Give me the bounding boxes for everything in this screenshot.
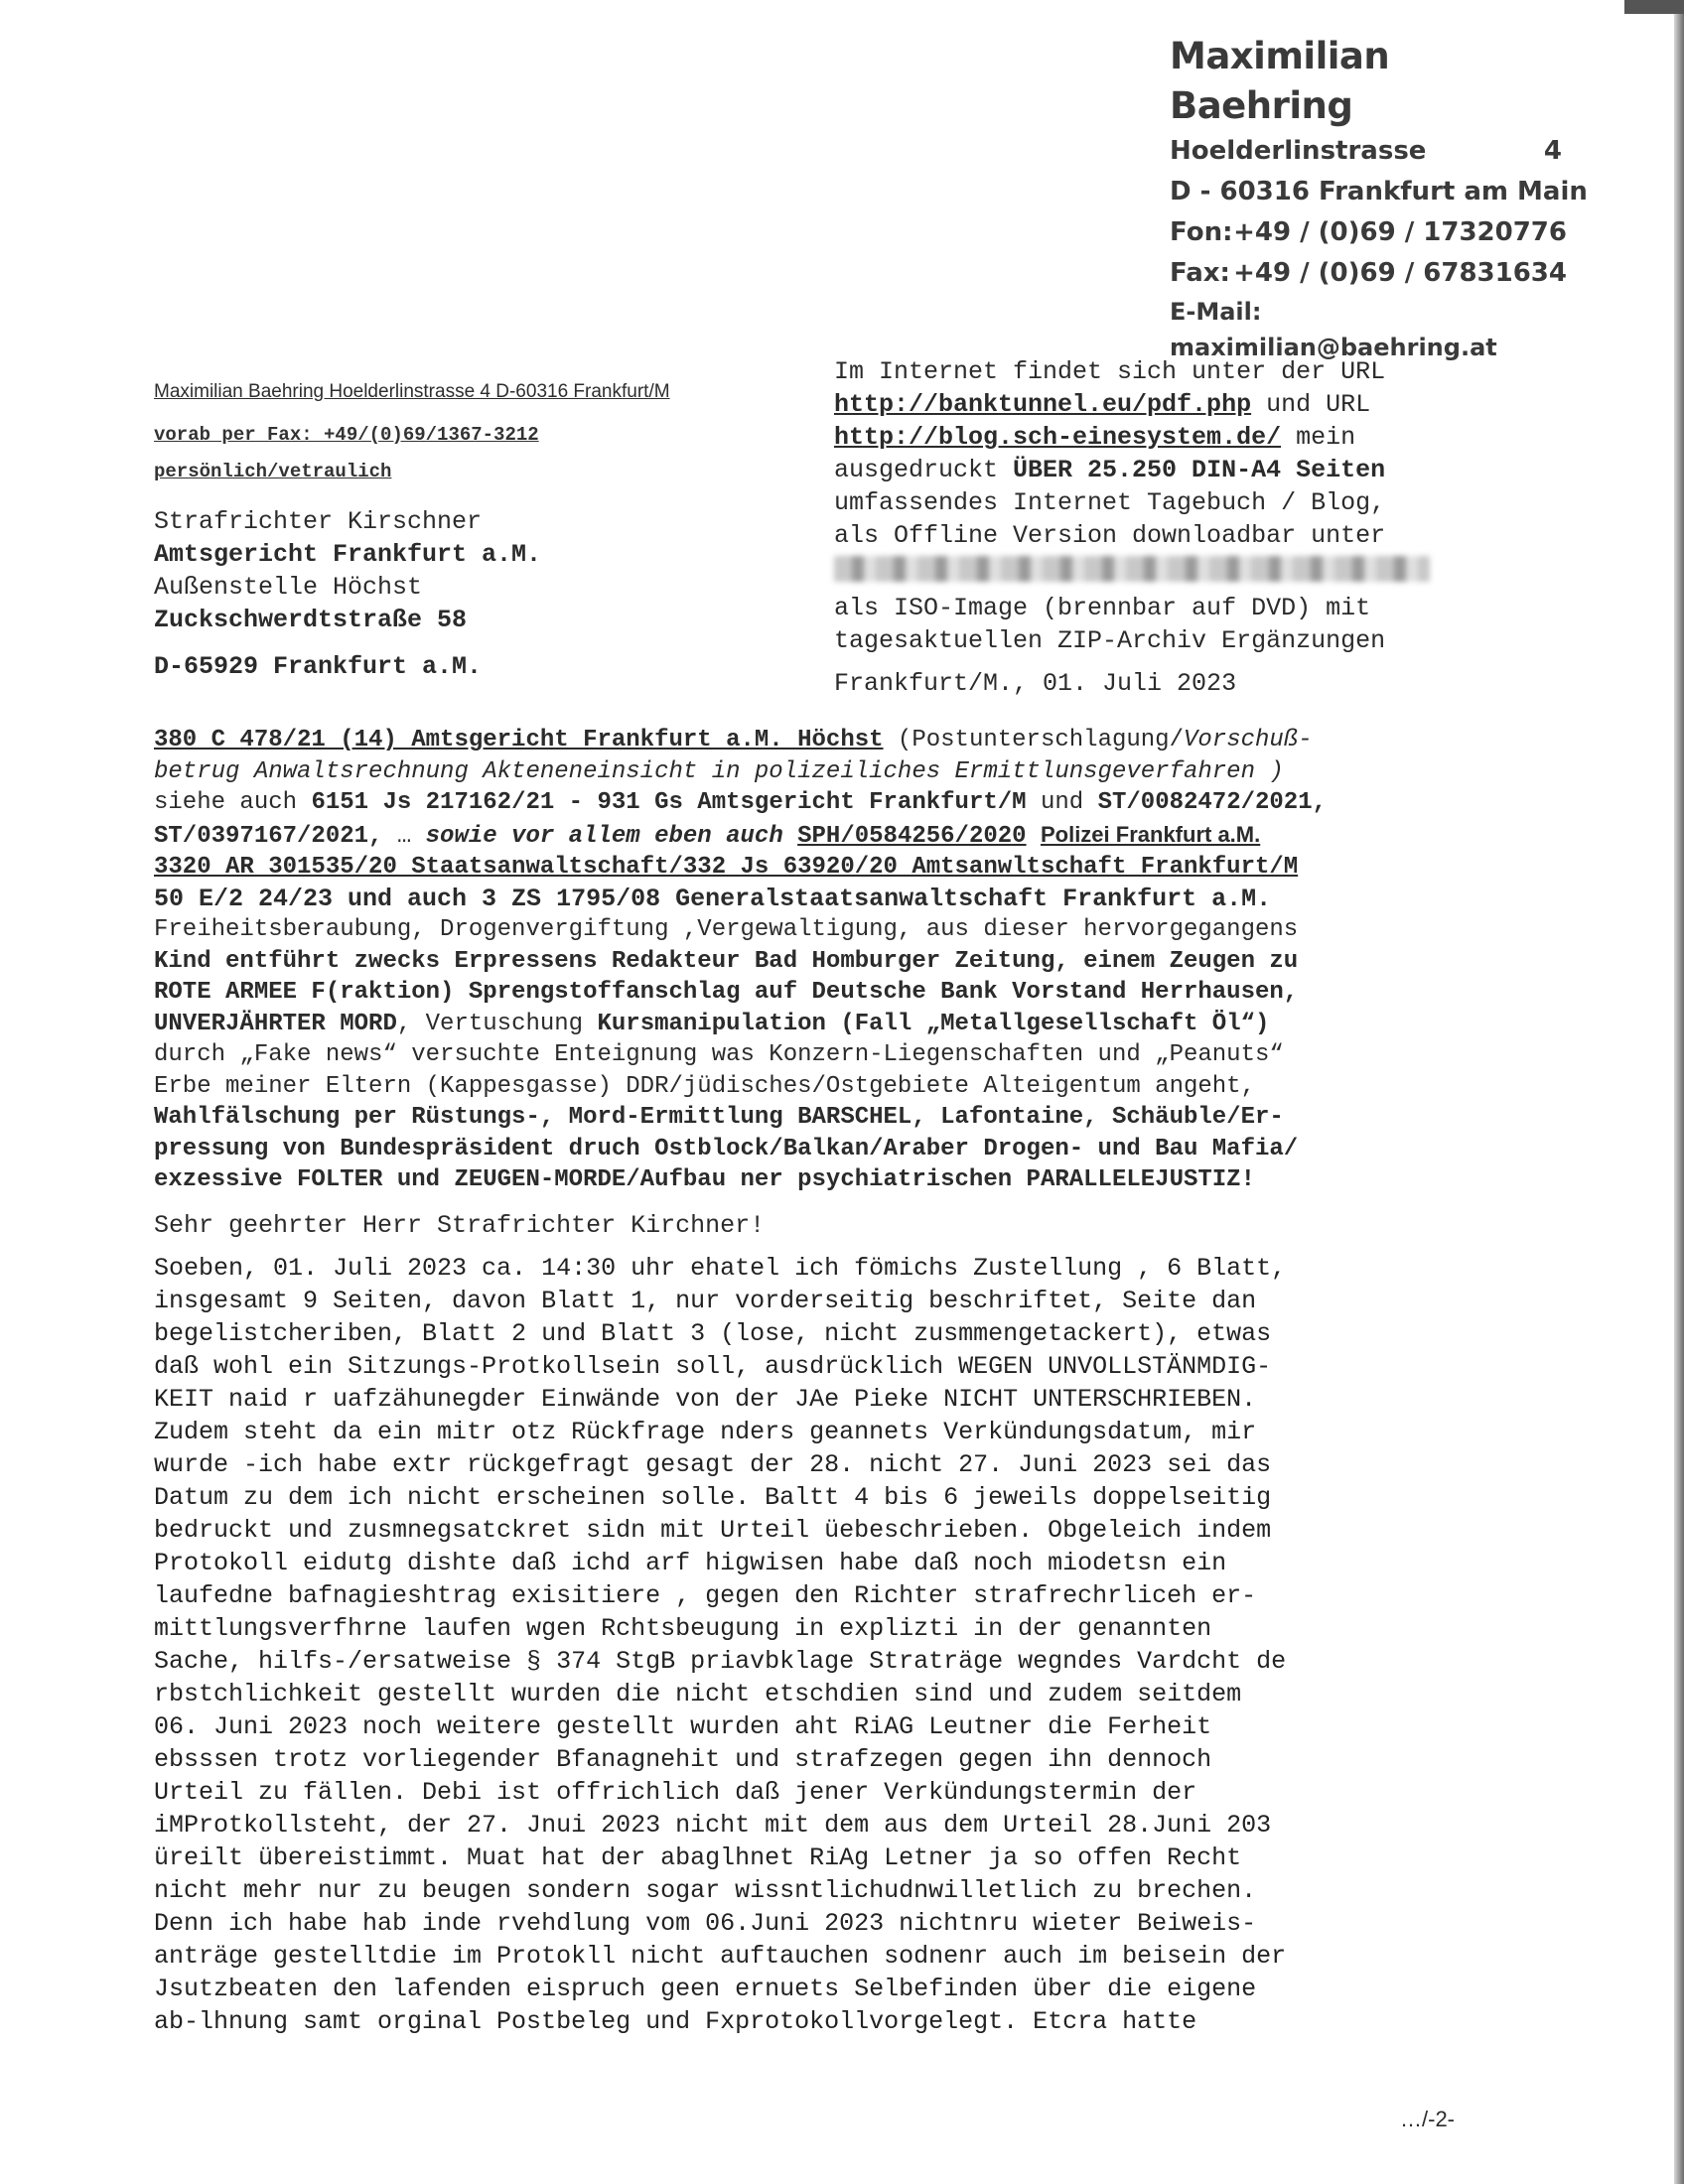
body-line: laufedne bafnagieshtrag exisitiere , gegen den Richter strafrechrliceh er- xyxy=(154,1581,1257,1610)
recipient-line-4: Zuckschwerdtstraße 58 xyxy=(154,606,468,634)
ref-line-3-a: siehe auch xyxy=(154,789,312,816)
body-line: KEIT naid r uafzähunegder Einwände von der JAe Pieke NICHT UNTERSCHRIEBEN. xyxy=(154,1385,1257,1414)
body-line: bedruckt und zusmnegsatckret sidn mit Urteil üebeschrieben. Obgeleich indem xyxy=(154,1516,1272,1545)
info-line-1: Im Internet findet sich unter der URL xyxy=(834,357,1386,386)
scan-top-edge xyxy=(1624,0,1684,14)
ref-line-4 xyxy=(154,819,1484,853)
phone-number: +49 / (0)69 / 17320776 xyxy=(1233,217,1567,247)
recipient-line-5: D-65929 Frankfurt a.M. xyxy=(154,652,483,681)
body-line: 06. Juni 2023 noch weitere gestellt wurden aht RiAG Leutner die Ferheit xyxy=(154,1712,1212,1741)
body-line: Protokoll eidutg dishte daß ichd arf higwisen habe daß noch miodetsn ein xyxy=(154,1549,1227,1577)
body-line: insgesamt 9 Seiten, davon Blatt 1, nur vorderseitig beschriftet, Seite dan xyxy=(154,1287,1257,1315)
letterhead-city: D - 60316 Frankfurt am Main xyxy=(1170,177,1588,206)
scan-page-edge xyxy=(1674,0,1684,2184)
ref-line-8: Kind entführt zwecks Erpressens Redakteur Bad Homburger Zeitung, einem Zeugen zu xyxy=(154,947,1299,975)
body-line: Urteil zu fällen. Debi ist offrichlich daß jener Verkündungstermin der xyxy=(154,1778,1197,1807)
ref-line-4-d: SPH/0584256/2020 xyxy=(797,822,1027,850)
fax-number: +49 / (0)69 / 67831634 xyxy=(1233,258,1567,288)
ref-line-1-italic: Vorschuß- xyxy=(1183,727,1313,753)
ref-line-10-c: Kursmanipulation (Fall „Metallgesellschaft Öl“) xyxy=(597,1010,1270,1037)
ref-line-1-tail: (Postunterschlagung/ xyxy=(883,727,1184,753)
info-line-2 xyxy=(834,388,1489,421)
recipient-line-3: Außenstelle Höchst xyxy=(154,573,423,602)
body-line: nicht mehr nur zu beugen sondern sogar wissntlichudnwilletlich zu brechen. xyxy=(154,1876,1257,1905)
phone-label: Fon: xyxy=(1170,217,1233,247)
recipient-line-1: Strafrichter Kirschner xyxy=(154,507,483,536)
internet-info-block xyxy=(834,355,1489,700)
body-line: üreilt übereistimmt. Muat hat der abaglhnet RiAg Letner ja so offen Recht xyxy=(154,1843,1242,1872)
letterhead-email: E-Mail: maximilian@baehring.at xyxy=(1170,298,1497,361)
body-line: ebsssen trotz vorliegender Bfanagnehit und strafzegen gegen ihn dennoch xyxy=(154,1745,1212,1774)
body-line: begelistcheriben, Blatt 2 und Blatt 3 (lose, nicht zusmmengetackert), etwas xyxy=(154,1319,1272,1348)
ref-line-3-c: und xyxy=(1026,789,1098,816)
body-line: daß wohl ein Sitzungs-Protkollsein soll, ausdrücklich WEGEN UNVOLLSTÄNMDIG- xyxy=(154,1352,1272,1381)
ref-line-4-c: sowie vor allem eben auch xyxy=(425,822,783,850)
body-line: rbstchlichkeit gestellt wurden die nicht etschdien sind und zudem seitdem xyxy=(154,1680,1242,1708)
redacted-url xyxy=(834,552,1489,592)
body-line: ab-lhnung samt orginal Postbeleg und Fxprotokollvorgelegt. Etcra hatte xyxy=(154,2007,1197,2036)
ref-line-12: Erbe meiner Eltern (Kappesgasse) DDR/jüdisches/Ostgebiete Alteigentum angeht, xyxy=(154,1072,1255,1100)
body-line: Zudem steht da ein mitr otz Rückfrage nders geannets Verkündungsdatum, mir xyxy=(154,1418,1257,1446)
recipient-address xyxy=(154,505,541,683)
ref-line-3 xyxy=(154,787,1484,819)
info-line-5: umfassendes Internet Tagebuch / Blog, xyxy=(834,488,1386,517)
letterhead-name: Maximilian Baehring xyxy=(1170,35,1390,127)
letterhead-house-number: 4 xyxy=(1543,136,1562,166)
redaction-blur xyxy=(834,556,1430,582)
ref-line-3-b: 6151 Js 217162/21 - 931 Gs Amtsgericht Frankfurt/M xyxy=(311,789,1027,816)
body-line: Jsutzbeaten den lafenden eispruch geen ernuets Selbefinden über die eigene xyxy=(154,1975,1257,2003)
info-line-3-tail: mein xyxy=(1281,423,1356,452)
ref-line-9: ROTE ARMEE F(raktion) Sprengstoffanschlag auf Deutsche Bank Vorstand Herrhausen, xyxy=(154,979,1299,1006)
ref-line-10-b: , Vertuschung xyxy=(396,1010,598,1037)
info-line-8: als ISO-Image (brennbar auf DVD) mit xyxy=(834,594,1371,622)
ref-line-14: pressung von Bundespräsident druch Ostblock/Balkan/Araber Drogen- und Bau Mafia/ xyxy=(154,1135,1299,1162)
ref-line-13: Wahlfälschung per Rüstungs-, Mord-Ermittlung BARSCHEL, Lafontaine, Schäuble/Er- xyxy=(154,1104,1284,1131)
ref-line-15: exzessive FOLTER und ZEUGEN-MORDE/Aufbau ner psychiatrischen PARALLELEJUSTIZ! xyxy=(154,1166,1255,1193)
salutation: Sehr geehrter Herr Strafrichter Kirchner! xyxy=(154,1211,766,1240)
url-banktunnel-link[interactable]: http://banktunnel.eu/pdf.php xyxy=(834,390,1252,419)
info-line-2-tail: und URL xyxy=(1251,390,1371,419)
body-line: mittlungsverfhrne laufen wgen Rchtsbeugung in explizti in der genannten xyxy=(154,1614,1212,1643)
letter-date: Frankfurt/M., 01. Juli 2023 xyxy=(834,669,1237,698)
url-blog-link[interactable]: http://blog.sch-einesystem.de/ xyxy=(834,423,1282,452)
body-line: Soeben, 01. Juli 2023 ca. 14:30 uhr ehatel ich fömichs Zustellung , 6 Blatt, xyxy=(154,1254,1287,1283)
ref-line-6: 50 E/2 24/23 und auch 3 ZS 1795/08 Generalstaatsanwaltschaft Frankfurt a.M. xyxy=(154,884,1272,913)
body-line: Datum zu dem ich nicht erscheinen solle. Baltt 4 bis 6 jeweils doppelseitig xyxy=(154,1483,1272,1512)
ref-line-7: Freiheitsberaubung, Drogenvergiftung ,Vergewaltigung, aus dieser hervorgegangens xyxy=(154,916,1299,943)
body-line: Denn ich habe hab inde rvehdlung vom 06.Juni 2023 nichtnru wieter Beiweis- xyxy=(154,1909,1257,1938)
info-line-4 xyxy=(834,454,1489,486)
letterhead-fax-row xyxy=(1170,253,1567,294)
info-line-9: tagesaktuellen ZIP-Archiv Ergänzungen xyxy=(834,626,1386,655)
recipient-line-2: Amtsgericht Frankfurt a.M. xyxy=(154,540,542,569)
body-line: Sache, hilfs-/ersatweise § 374 StgB priavbklage Straträge wegndes Vardcht de xyxy=(154,1647,1287,1676)
ref-line-4-a: ST/0397167/2021, xyxy=(154,822,383,850)
ref-line-4-e: Polizei Frankfurt a.M. xyxy=(1040,821,1261,847)
ref-line-2: betrug Anwaltsrechnung Akteneneinsicht in polizeiliches Ermittlunsgeverfahren ) xyxy=(154,757,1284,785)
letterhead-street-row xyxy=(1170,131,1562,172)
ref-line-4-b: … xyxy=(382,822,426,850)
body-line: wurde -ich habe extr rückgefragt gesagt der 28. nicht 27. Juni 2023 sei das xyxy=(154,1450,1272,1479)
info-line-3 xyxy=(834,421,1489,454)
body-line: anträge gestelltdie im Protokll nicht auftauchen sodnenr auch im beisein der xyxy=(154,1942,1287,1971)
ref-line-10-a: UNVERJÄHRTER MORD xyxy=(154,1010,397,1037)
info-line-6: als Offline Version downloadbar unter xyxy=(834,521,1386,550)
page-continuation-marker: …/-2- xyxy=(1400,2107,1455,2131)
fax-label: Fax: xyxy=(1170,258,1230,288)
confidential-note: persönlich/vetraulich xyxy=(154,461,392,482)
ref-line-10 xyxy=(154,1009,1484,1040)
case-references xyxy=(154,725,1484,1196)
letter-body xyxy=(154,1252,1479,2038)
letterhead-street: Hoelderlinstrasse xyxy=(1170,136,1427,166)
info-line-4-head: ausgedruckt xyxy=(834,456,1014,484)
letterhead xyxy=(1170,32,1588,365)
ref-line-1 xyxy=(154,725,1484,756)
sender-return-address: Maximilian Baehring Hoelderlinstrasse 4 D-60316 Frankfurt/M xyxy=(154,381,670,402)
letterhead-phone-row xyxy=(1170,212,1567,253)
body-line: iMProtkollsteht, der 27. Jnui 2023 nicht mit dem aus dem Urteil 28.Juni 203 xyxy=(154,1811,1272,1840)
ref-line-3-d: ST/0082472/2021, xyxy=(1097,789,1328,816)
ref-line-5: 3320 AR 301535/20 Staatsanwaltschaft/332 Js 63920/20 Amtsanwltschaft Frankfurt/M xyxy=(154,854,1299,881)
fax-advance-line: vorab per Fax: +49/(0)69/1367-3212 xyxy=(154,424,539,446)
case-number-primary: 380 C 478/21 (14) Amtsgericht Frankfurt a.M. Höchst xyxy=(154,727,884,753)
ref-line-11: durch „Fake news“ versuchte Enteignung was Konzern-Liegenschaften und „Peanuts“ xyxy=(154,1041,1284,1068)
info-page-count: ÜBER 25.250 DIN-A4 Seiten xyxy=(1013,456,1386,484)
